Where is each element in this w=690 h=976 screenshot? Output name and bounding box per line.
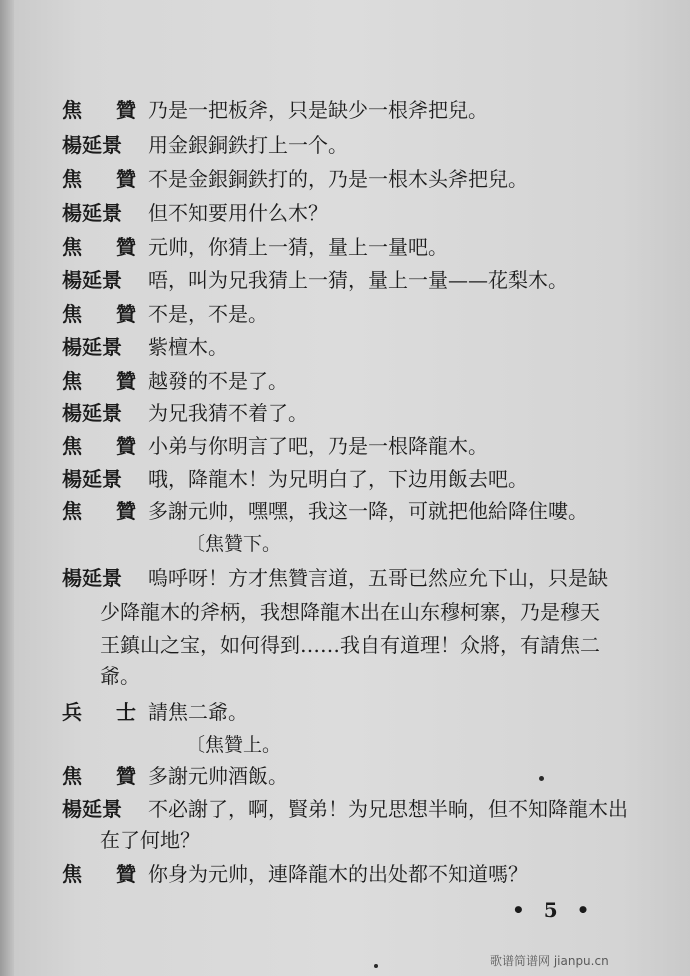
dialogue-text: 多謝元帅，嘿嘿，我这一降，可就把他給降住嘍。 xyxy=(148,499,588,523)
speaker-name: 楊延景 xyxy=(62,401,122,425)
speaker-name: 楊延景 xyxy=(62,133,122,157)
speaker-name: 楊延景 xyxy=(62,566,122,590)
dialogue-text: 不是金銀銅鉄打的，乃是一根木头斧把兒。 xyxy=(148,167,528,191)
speaker-name: 焦 贊 xyxy=(62,434,136,458)
dialogue-text: 唔，叫为兄我猜上一猜，量上一量——花梨木。 xyxy=(148,268,568,292)
dialogue-text: 哦，降龍木！为兄明白了，下边用飯去吧。 xyxy=(148,467,528,491)
stage-direction: 〔焦贊下。 xyxy=(186,533,282,555)
speaker-name: 焦 贊 xyxy=(62,764,136,788)
speech-text: 王鎮山之宝，如何得到……我自有道理！众將，有請焦二 xyxy=(100,633,600,657)
speaker-name: 焦 贊 xyxy=(62,369,136,393)
speaker-name: 焦 贊 xyxy=(62,98,136,122)
dialogue-text: 在了何地？ xyxy=(100,828,200,852)
speech-text: 嗚呼呀！方才焦贊言道，五哥已然应允下山，只是缺 xyxy=(148,566,608,590)
speaker-name: 楊延景 xyxy=(62,268,122,292)
print-speck xyxy=(374,964,378,968)
page-binding-shadow xyxy=(0,0,14,976)
dialogue-text: 不必謝了，啊，賢弟！为兄思想半晌，但不知降龍木出 xyxy=(148,797,628,821)
dialogue-text: 为兄我猜不着了。 xyxy=(148,401,308,425)
speaker-name: 楊延景 xyxy=(62,335,122,359)
speaker-name: 焦 贊 xyxy=(62,302,136,326)
dialogue-text: 越發的不是了。 xyxy=(148,369,288,393)
dialogue-text: 但不知要用什么木？ xyxy=(148,201,328,225)
stage-direction: 〔焦贊上。 xyxy=(186,734,282,756)
dialogue-text: 元帅，你猜上一猜，量上一量吧。 xyxy=(148,235,448,259)
dialogue-text: 請焦二爺。 xyxy=(148,700,248,724)
watermark: 歌谱简谱网 jianpu.cn xyxy=(490,954,609,968)
speaker-name: 焦 贊 xyxy=(62,235,136,259)
speaker-name: 楊延景 xyxy=(62,467,122,491)
dialogue-text: 紫檀木。 xyxy=(148,335,228,359)
speaker-name: 焦 贊 xyxy=(62,167,136,191)
dialogue-text: 乃是一把板斧，只是缺少一根斧把兒。 xyxy=(148,98,488,122)
speaker-name: 焦 贊 xyxy=(62,862,136,886)
dialogue-text: 多謝元帅酒飯。 xyxy=(148,764,288,788)
dialogue-text: 小弟与你明言了吧，乃是一根降龍木。 xyxy=(148,434,488,458)
page-number: • 5 • xyxy=(512,898,596,922)
speaker-name: 焦 贊 xyxy=(62,499,136,523)
dialogue-text: 不是，不是。 xyxy=(148,302,268,326)
dialogue-text: 你身为元帅，連降龍木的出处都不知道嗎？ xyxy=(148,862,528,886)
speaker-name: 楊延景 xyxy=(62,797,122,821)
speaker-name: 兵 士 xyxy=(62,700,136,724)
print-speck xyxy=(539,776,544,781)
speech-text: 少降龍木的斧柄，我想降龍木出在山东穆柯寨，乃是穆天 xyxy=(100,600,600,624)
speaker-name: 楊延景 xyxy=(62,201,122,225)
dialogue-text: 用金銀銅鉄打上一个。 xyxy=(148,133,348,157)
speech-text: 爺。 xyxy=(100,664,140,688)
